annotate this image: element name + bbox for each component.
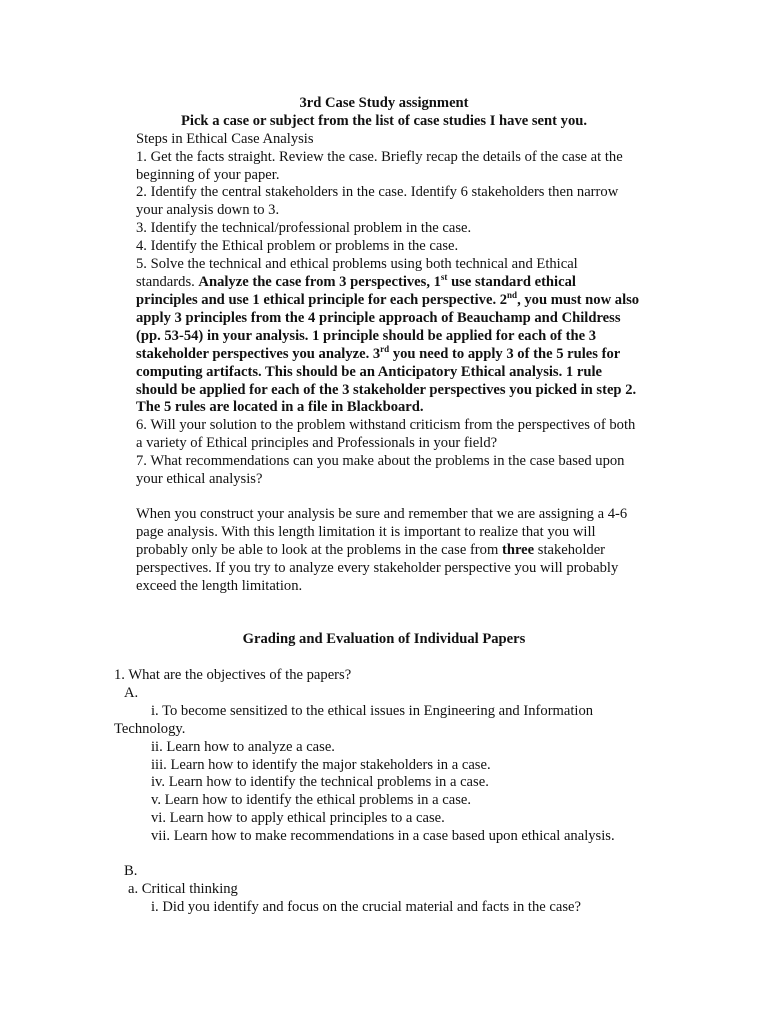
step-5-line-9: The 5 rules are located in a file in Blackboard. bbox=[136, 399, 424, 415]
step-5-line-3: principles and use 1 ethical principle for each perspective. 2nd, you must now also bbox=[136, 290, 640, 308]
step-1-line-1: 1. Get the facts straight. Review the case. Briefly recap the details of the case at the bbox=[136, 149, 623, 165]
note-line-5: exceed the length limitation. bbox=[136, 578, 303, 594]
step-4: 4. Identify the Ethical problem or problems in the case. bbox=[136, 238, 459, 254]
step-2-line-2: your analysis down to 3. bbox=[136, 202, 280, 218]
step-7-line-1: 7. What recommendations can you make about the problems in the case based upon bbox=[136, 453, 625, 469]
step-5-line-4: apply 3 principles from the 4 principle approach of Beauchamp and Childress bbox=[136, 310, 621, 326]
step-1-line-2: beginning of your paper. bbox=[136, 167, 280, 183]
objective-iii: iii. Learn how to identify the major stakeholders in a case. bbox=[151, 757, 491, 773]
step-7-line-2: your ethical analysis? bbox=[136, 471, 263, 487]
step-5-line-6: stakeholder perspectives you analyze. 3rd you need to apply 3 of the 5 rules for bbox=[136, 344, 621, 362]
note-line-3: probably only be able to look at the problems in the case from three stakeholder bbox=[136, 542, 606, 558]
objective-ii: ii. Learn how to analyze a case. bbox=[151, 739, 335, 755]
steps-heading: Steps in Ethical Case Analysis bbox=[136, 131, 314, 147]
step-5-line-5: (pp. 53-54) in your analysis. 1 principle should be applied for each of the 3 bbox=[136, 328, 597, 344]
note-line-4: perspectives. If you try to analyze every stakeholder perspective you will probably bbox=[136, 560, 619, 576]
step-6-line-1: 6. Will your solution to the problem withstand criticism from the perspectives of both bbox=[136, 417, 636, 433]
critical-thinking-item-i: i. Did you identify and focus on the crucial material and facts in the case? bbox=[151, 899, 581, 915]
document-subtitle: Pick a case or subject from the list of case studies I have sent you. bbox=[180, 113, 588, 129]
step-5-line-2: standards. Analyze the case from 3 perspectives, 1st use standard ethical bbox=[136, 272, 576, 290]
objectives-section-a: A. bbox=[124, 685, 139, 701]
step-5-line-1: 5. Solve the technical and ethical problems using both technical and Ethical bbox=[136, 256, 578, 272]
objective-i-line-1: i. To become sensitized to the ethical issues in Engineering and Information bbox=[151, 703, 594, 719]
objective-v: v. Learn how to identify the ethical problems in a case. bbox=[151, 792, 472, 808]
objectives-question: 1. What are the objectives of the papers? bbox=[114, 667, 352, 683]
objective-vii: vii. Learn how to make recommendations in a case based upon ethical analysis. bbox=[151, 828, 615, 844]
step-5-line-7: computing artifacts. This should be an Anticipatory Ethical analysis. 1 rule bbox=[136, 364, 602, 380]
objective-vi: vi. Learn how to apply ethical principles to a case. bbox=[151, 810, 445, 826]
note-line-1: When you construct your analysis be sure and remember that we are assigning a 4-6 bbox=[136, 506, 628, 522]
step-3: 3. Identify the technical/professional problem in the case. bbox=[136, 220, 472, 236]
step-2-line-1: 2. Identify the central stakeholders in the case. Identify 6 stakeholders then narrow bbox=[136, 184, 619, 200]
grading-heading: Grading and Evaluation of Individual Papers bbox=[242, 631, 526, 647]
objective-i-line-2: Technology. bbox=[114, 721, 186, 737]
document-title: 3rd Case Study assignment bbox=[299, 95, 469, 111]
note-line-2: page analysis. With this length limitation it is important to realize that you will bbox=[136, 524, 596, 540]
step-6-line-2: a variety of Ethical principles and Professionals in your field? bbox=[136, 435, 498, 451]
objectives-section-b: B. bbox=[124, 863, 138, 879]
objective-iv: iv. Learn how to identify the technical problems in a case. bbox=[151, 774, 489, 790]
step-5-line-8: should be applied for each of the 3 stakeholder perspectives you picked in step 2. bbox=[136, 382, 637, 398]
critical-thinking-heading: a. Critical thinking bbox=[128, 881, 238, 897]
